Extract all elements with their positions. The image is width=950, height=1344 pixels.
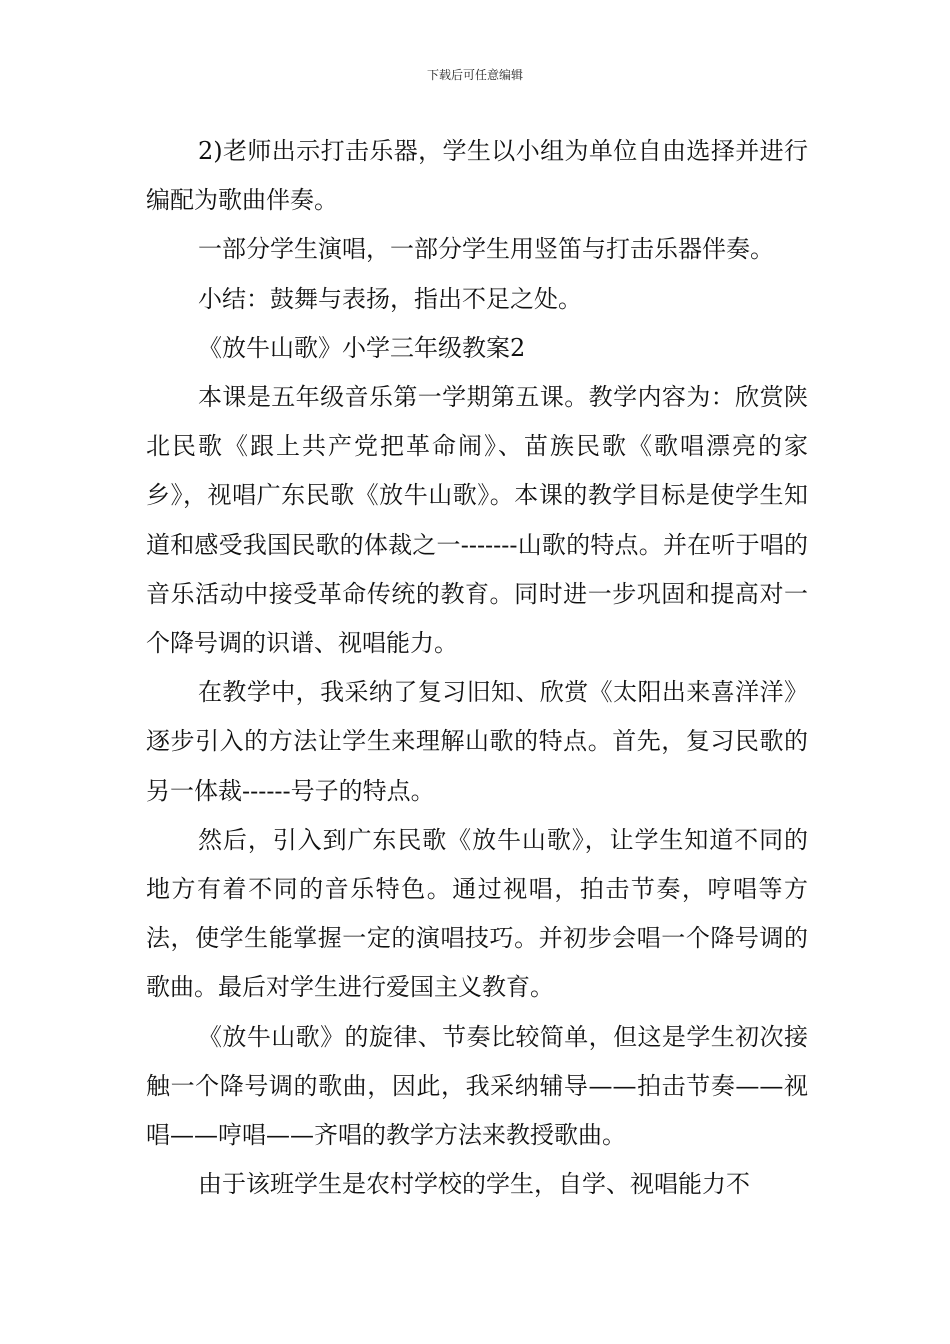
paragraph-accompaniment: 2)老师出示打击乐器，学生以小组为单位自由选择并进行编配为歌曲伴奏。 (146, 137, 808, 215)
paragraph-introduction: 然后，引入到广东民歌《放牛山歌》，让学生知道不同的地方有着不同的音乐特色。通过视唱，拍击节奏，哼唱等方法，使学生能掌握一定的演唱技巧。并初步会唱一个降号调的歌曲。最后对学生进行爱国主义教育。 (146, 825, 808, 1002)
paragraph-students: 由于该班学生是农村学校的学生，自学、视唱能力不 (198, 1170, 750, 1199)
page-header: 下载后可任意编辑 (426, 68, 523, 82)
paragraph-teaching-method: 在教学中，我采纳了复习旧知、欣赏《太阳出来喜洋洋》逐步引入的方法让学生来理解山歌的特点。首先，复习民歌的另一体裁------号子的特点。 (146, 678, 808, 805)
paragraph-performance: 一部分学生演唱，一部分学生用竖笛与打击乐器伴奏。 (198, 235, 774, 264)
document-body (146, 127, 808, 1209)
paragraph-summary: 小结：鼓舞与表扬，指出不足之处。 (198, 284, 582, 313)
paragraph-course-intro: 本课是五年级音乐第一学期第五课。教学内容为：欣赏陕北民歌《跟上共产党把革命闹》、苗族民歌《歌唱漂亮的家乡》，视唱广东民歌《放牛山歌》。本课的教学目标是使学生知道和感受我国民歌的体裁之一-------山歌的特点。并在听于唱的音乐活动中接受革命传统的教育。同时进一步巩固和提高对一个降号调的识谱、视唱能力。 (146, 383, 808, 658)
section-heading: 《放牛山歌》小学三年级教案2 (198, 333, 526, 362)
paragraph-melody: 《放牛山歌》的旋律、节奏比较简单，但这是学生初次接触一个降号调的歌曲，因此，我采纳辅导——拍击节奏——视唱——哼唱——齐唱的教学方法来教授歌曲。 (146, 1022, 808, 1150)
